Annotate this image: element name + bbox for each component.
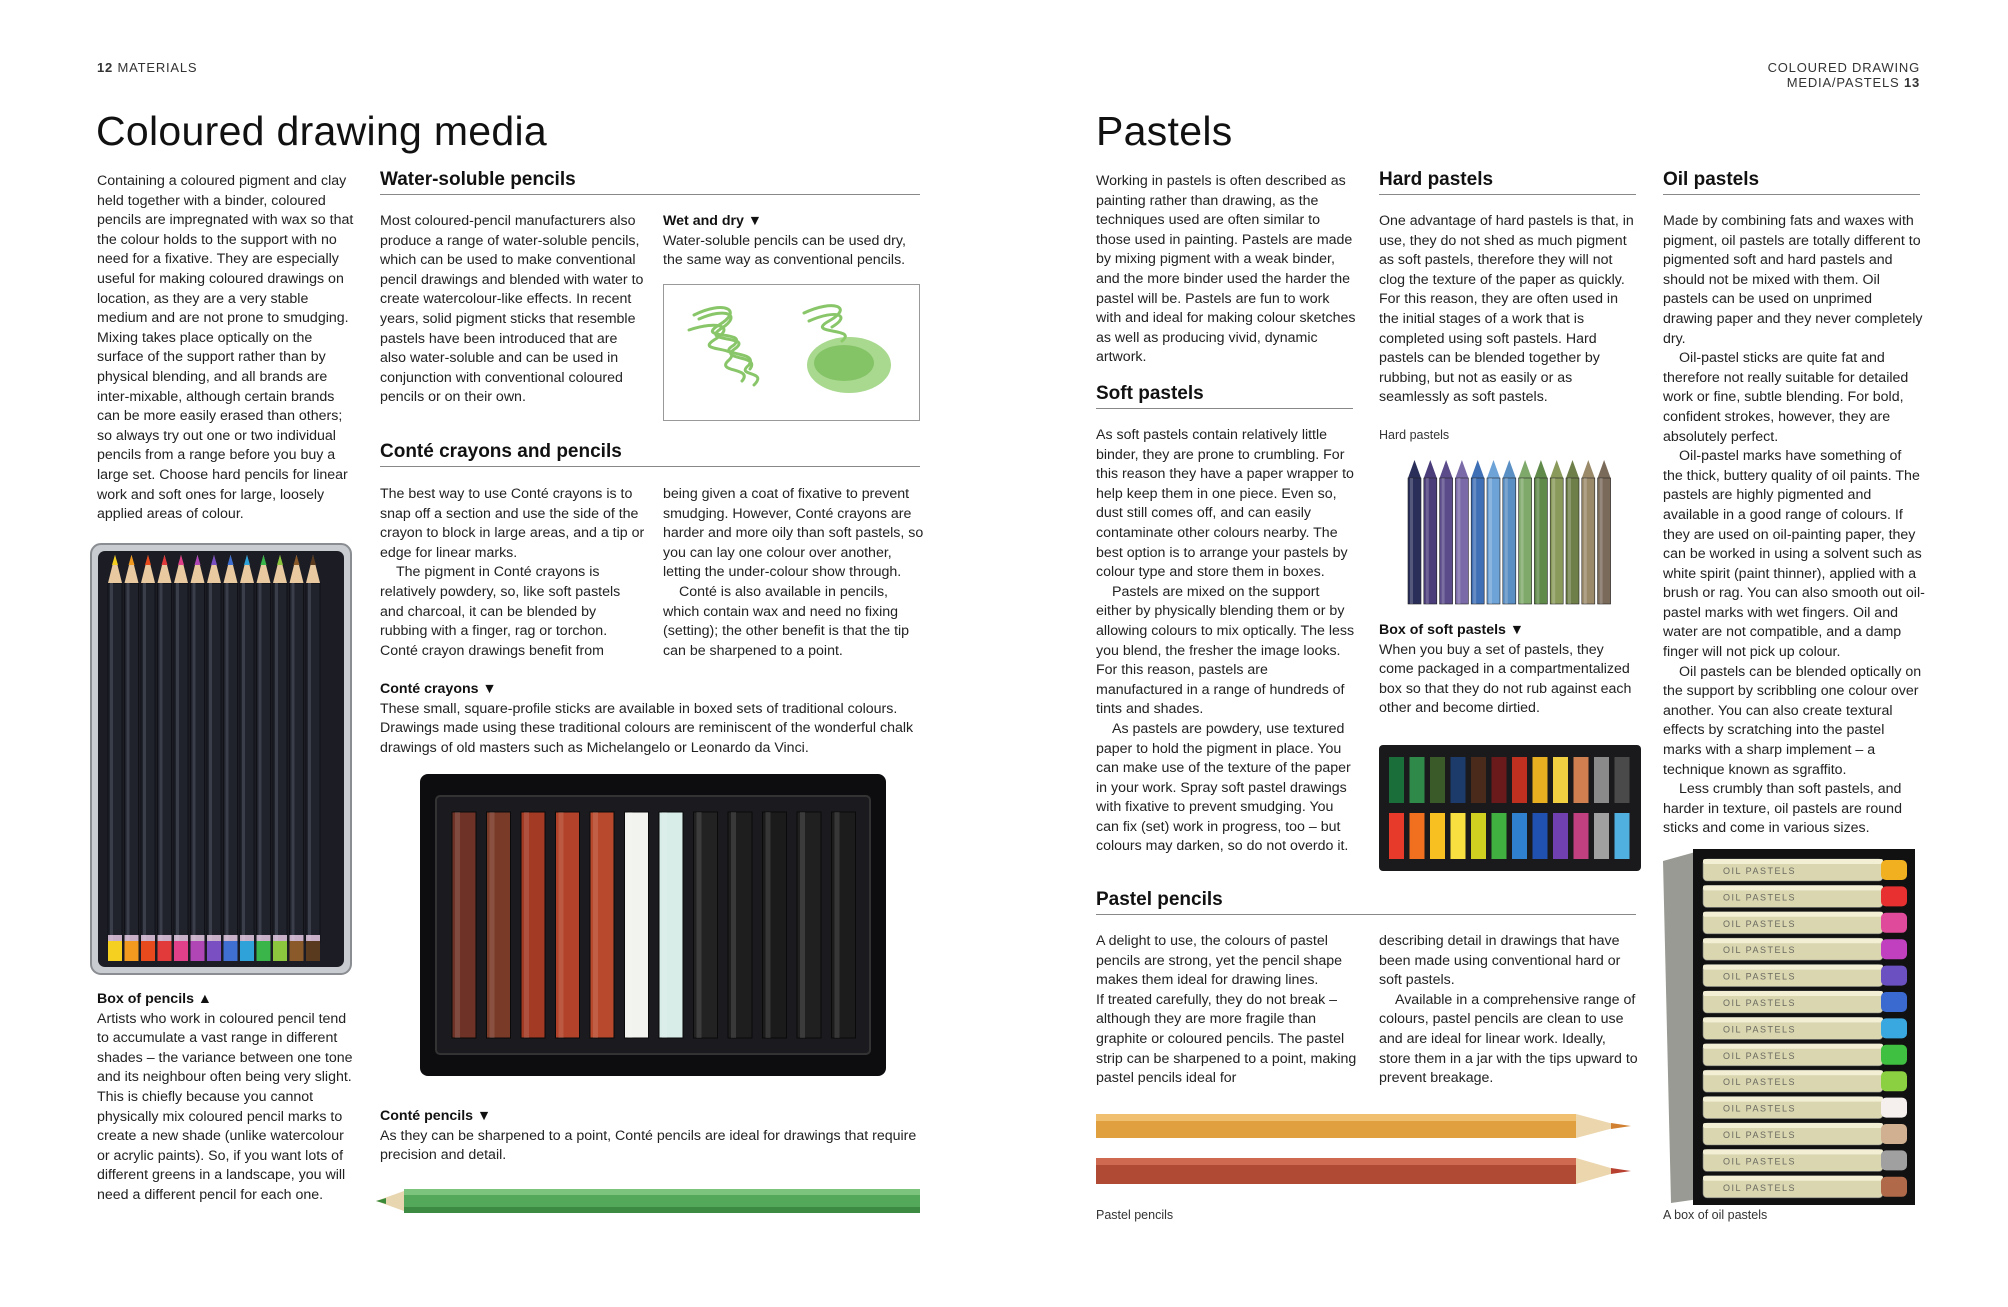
- conte-crayon-stick: [728, 812, 752, 1038]
- oil-pastel-stick: [1703, 991, 1907, 1013]
- coloured-pencil: [141, 555, 155, 961]
- oil-pastel-stick: [1703, 938, 1907, 960]
- pastel-pencils-col1-p2: If treated carefully, they do not break – although they are more fragile than graphite or coloured pencils. The pastel strip can be sharpened to a point, making pastel pencils ideal for: [1096, 991, 1357, 1087]
- soft-pastels-box-image: [1379, 745, 1641, 871]
- soft-pastel-stick: [1451, 757, 1466, 803]
- coloured-pencil: [207, 555, 221, 961]
- soft-pastel-stick: [1389, 757, 1404, 803]
- oil-pastel-stick: [1703, 885, 1907, 907]
- hard-pastel-stick: [1566, 460, 1579, 604]
- hard-pastel-stick: [1487, 460, 1500, 604]
- hard-pastel-stick: [1471, 460, 1484, 604]
- soft-pastel-stick: [1389, 813, 1404, 859]
- soft-pastel-stick: [1492, 813, 1507, 859]
- oil-pastel-label: OIL PASTELS: [1723, 945, 1797, 956]
- conte-crayon-stick: [625, 812, 649, 1038]
- intro-text: Containing a coloured pigment and clay held together with a binder, coloured pencils are impregnated with wax so that the colour holds to the support with no need for a fixative. They are especially useful for making coloured drawings on location, as they are a very stable medium and are not prone to smudging. Mixing takes place optically on the surface of the support rather than by physical blending, and all brands are inter-mixable, although certain brands can be more easily erased than others; so always try out one or two individual pencils from a range before you buy a large set. Choose hard pencils for linear work and soft ones for large, loosely applied areas of colour.: [97, 173, 354, 523]
- wet-and-dry-caption: [663, 212, 925, 271]
- oil-pastel-label: OIL PASTELS: [1723, 1130, 1797, 1140]
- oil-pastel-label: OIL PASTELS: [1723, 1050, 1797, 1061]
- box-of-pencils-title: Box of pencils ▲: [97, 991, 212, 1007]
- box-of-soft-pastels-text: When you buy a set of pastels, they come packaged in a compartmentalized box so that they do not rub against each other and become dirtied.: [1379, 641, 1632, 717]
- conte-crayon-stick: [694, 812, 718, 1038]
- soft-pastel-stick: [1430, 757, 1445, 803]
- soft-pastel-stick: [1410, 813, 1425, 859]
- soft-pastels-heading: Soft pastels: [1096, 383, 1353, 409]
- oil-pastel-label: OIL PASTELS: [1723, 1182, 1797, 1193]
- oil-pastel-label: OIL PASTELS: [1723, 892, 1797, 903]
- oil-pastel-label: OIL PASTELS: [1723, 971, 1797, 982]
- pastel-pencils-col2-p1: describing detail in drawings that have been made using conventional hard or soft pastels.: [1379, 933, 1621, 989]
- conte-pencils-caption: [380, 1107, 925, 1166]
- soft-pastel-stick: [1615, 813, 1630, 859]
- soft-pastels-p2: Pastels are mixed on the support either by physically blending them or by allowing colours to mix optically. The less you blend, the fresher the image looks. For this reason, pastels are manufactured in a range of hundreds of tints and shades.: [1096, 583, 1355, 718]
- conte-crayons-image: [420, 774, 886, 1076]
- oil-pastel-stick: [1703, 1017, 1907, 1039]
- conte-col1: [380, 485, 645, 661]
- box-of-pencils-caption: [97, 990, 359, 1206]
- hard-pastels-text: One advantage of hard pastels is that, in use, they do not shed as much pigment as soft pastels, therefore they will not clog the texture of the paper as quickly. For this reason, they are often used in the initial stages of a work that is completed using soft pastels. Hard pastels can be blended together by rubbing, but not as easily or as seamlessly as soft pastels.: [1379, 213, 1634, 406]
- conte-col2-p2: Conté is also available in pencils, which contain wax and need no fixing (setting); the other benefit is that the tip can be sharpened to a point.: [663, 583, 910, 659]
- oil-pastel-stick: [1703, 965, 1907, 987]
- water-soluble-text: Most coloured-pencil manufacturers also produce a range of water-soluble pencils, which can be used to make conventional pencil drawings and blended with water to create watercolour-like effects. In recent years, solid pigment sticks that resemble pastels have been introduced that are also water-soluble and can be used in conjunction with conventional coloured pencils or on their own.: [380, 213, 644, 406]
- conte-crayons-title: Conté crayons ▼: [380, 681, 497, 697]
- oil-pastel-label: OIL PASTELS: [1723, 866, 1797, 876]
- soft-pastel-stick: [1430, 813, 1445, 859]
- soft-pastel-stick: [1471, 813, 1486, 859]
- conte-pencils-text: As they can be sharpened to a point, Conté pencils are ideal for drawings that require precision and detail.: [380, 1127, 917, 1164]
- soft-pastel-stick: [1533, 813, 1548, 859]
- soft-pastel-stick: [1533, 757, 1548, 803]
- oil-pastel-label: OIL PASTELS: [1723, 1024, 1797, 1035]
- oil-pastel-stick: [1703, 1123, 1907, 1145]
- hard-pastel-stick: [1534, 460, 1547, 604]
- hard-pastel-stick: [1598, 460, 1611, 604]
- conte-pencils-title: Conté pencils ▼: [380, 1108, 492, 1124]
- pastel-pencils-col1: [1096, 932, 1361, 1089]
- box-of-pencils-text: Artists who work in coloured pencil tend to accumulate a vast range in different shades – the variance between one tone and its neighbour often being very slight. This is chiefly because you cannot physically mix coloured pencil marks to create a new shade (unlike watercolour or acrylic paints). So, if you want lots of different greens in a landscape, you will need a different pencil for each one.: [97, 1010, 353, 1203]
- conte-crayons-caption: [380, 680, 925, 758]
- pastel-pencils-heading: Pastel pencils: [1096, 889, 1636, 915]
- oil-pastels-text: [1663, 212, 1925, 839]
- coloured-pencil: [224, 555, 238, 961]
- hard-pastel-stick: [1503, 460, 1516, 604]
- oil-pastel-label: OIL PASTELS: [1723, 918, 1797, 929]
- soft-pastel-stick: [1615, 757, 1630, 803]
- pastel-pencils-col2-p2: Available in a comprehensive range of colours, pastel pencils are clean to use and are ideal for linear work. Ideally, store them in a jar with the tips upward to prevent breakage.: [1379, 991, 1638, 1087]
- oil-pastel-stick: [1703, 1097, 1907, 1119]
- conte-col2: [663, 485, 925, 661]
- oil-pastels-p2: Oil-pastel sticks are quite fat and therefore not really suitable for detailed work or fine, subtle blending. For bold, confident strokes, however, they are absolutely perfect.: [1663, 350, 1909, 445]
- soft-pastel-stick: [1512, 757, 1527, 803]
- soft-pastel-stick: [1451, 813, 1466, 859]
- coloured-pencil: [257, 555, 271, 961]
- hard-pastel-stick: [1408, 460, 1421, 604]
- conte-crayon-stick: [659, 812, 683, 1038]
- hard-pastel-stick: [1582, 460, 1595, 604]
- wet-and-dry-title: Wet and dry ▼: [663, 213, 762, 229]
- soft-pastel-stick: [1512, 813, 1527, 859]
- oil-pastels-heading: Oil pastels: [1663, 169, 1920, 195]
- hard-pastel-stick: [1455, 460, 1468, 604]
- oil-pastel-label: OIL PASTELS: [1723, 1077, 1797, 1088]
- water-soluble-heading: Water-soluble pencils: [380, 169, 920, 195]
- oil-pastel-stick: [1703, 1149, 1907, 1171]
- pastel-pencils-col1-p1: A delight to use, the colours of pastel pencils are strong, yet the pencil shape makes them ideal for drawing lines.: [1096, 933, 1343, 989]
- pastel-pencils-image-caption: Pastel pencils: [1096, 1208, 1174, 1222]
- box-of-soft-pastels-title: Box of soft pastels ▼: [1379, 622, 1524, 638]
- conte-crayons-text: These small, square-profile sticks are available in boxed sets of traditional colours. Drawings made using these traditional colours are reminiscent of the wonderful chalk drawings of old masters such as Michelangelo or Leonardo da Vinci.: [380, 700, 914, 756]
- coloured-pencil: [108, 555, 122, 961]
- hard-pastels-heading: Hard pastels: [1379, 169, 1636, 195]
- oil-pastel-label: OIL PASTELS: [1723, 998, 1797, 1008]
- oil-pastels-p4: Oil pastels can be blended optically on the support by scribbling one colour over another. You can also create textural effects by scratching into the pastel marks with a sharp implement – a technique known as sgraffito.: [1663, 663, 1922, 778]
- soft-pastel-stick: [1492, 757, 1507, 803]
- pastel-pencils-image: [1096, 1100, 1636, 1200]
- oil-pastel-stick: [1703, 1070, 1907, 1092]
- conte-crayon-stick: [763, 812, 787, 1038]
- hard-pastel-stick: [1440, 460, 1453, 604]
- coloured-pencil: [191, 555, 205, 961]
- box-of-pencils-image: [90, 543, 352, 975]
- soft-pastels-p3: As pastels are powdery, use textured paper to hold the pigment in place. You can make use of the texture of the paper in your work. Spray soft pastel drawings with fixative to prevent smudging. You can fix (set) work in progress, too – but colours may darken, so do not overdo it.: [1096, 720, 1351, 855]
- coloured-pencil: [306, 555, 320, 961]
- hard-pastel-stick: [1424, 460, 1437, 604]
- hard-pastel-stick: [1519, 460, 1532, 604]
- oil-pastels-p1: Made by combining fats and waxes with pigment, oil pastels are totally different to pigmented soft and hard pastels and should not be mixed with them. Oil pastels can be used on unprimed drawing paper and they never completely dry.: [1663, 213, 1923, 347]
- coloured-pencil: [125, 555, 139, 961]
- conte-crayon-stick: [521, 812, 545, 1038]
- coloured-pencil: [174, 555, 188, 961]
- conte-pencil-image: [376, 1177, 920, 1227]
- oil-pastel-label: OIL PASTELS: [1723, 1156, 1797, 1167]
- coloured-pencil: [158, 555, 172, 961]
- oil-pastel-stick: [1703, 912, 1907, 934]
- soft-pastel-stick: [1594, 813, 1609, 859]
- pastels-intro: Working in pastels is often described as painting rather than drawing, as the techniques used are often similar to those used in painting. Pastels are made by mixing pigment with a weak binder, and the more binder used the harder the pastel will be. Pastels are fun to work with and ideal for making colour sketches as well as producing vivid, dynamic artwork.: [1096, 173, 1356, 366]
- left-page-title: Coloured drawing media: [96, 108, 548, 154]
- conte-crayon-stick: [797, 812, 821, 1038]
- oil-pastel-stick: [1703, 1044, 1907, 1066]
- left-folio: 12 MATERIALS: [97, 60, 198, 75]
- soft-pastel-stick: [1574, 757, 1589, 803]
- hard-pastels-image: [1404, 458, 1614, 608]
- conte-col2-p1: being given a coat of fixative to prevent smudging. However, Conté crayons are harder and more oily than soft pastels, so you can lay one colour over another, letting the under-colour show through.: [663, 486, 924, 581]
- right-folio: COLOURED DRAWING MEDIA/PASTELS 13: [1767, 60, 1920, 90]
- soft-pastel-stick: [1410, 757, 1425, 803]
- conte-crayon-stick: [832, 812, 856, 1038]
- coloured-pencil: [240, 555, 254, 961]
- oil-pastels-box-image: [1663, 849, 1915, 1205]
- oil-pastel-label: OIL PASTELS: [1723, 1103, 1797, 1114]
- wet-and-dry-text: Water-soluble pencils can be used dry, the same way as conventional pencils.: [663, 232, 906, 269]
- soft-pastel-stick: [1594, 757, 1609, 803]
- conte-col1-p2: The pigment in Conté crayons is relatively powdery, so, like soft pastels and charcoal, it can be blended by rubbing with a finger, rag or torchon. Conté crayon drawings benefit from: [380, 564, 621, 659]
- soft-pastel-stick: [1553, 757, 1568, 803]
- hard-pastel-stick: [1550, 460, 1563, 604]
- soft-pastel-stick: [1471, 757, 1486, 803]
- box-of-soft-pastels-caption: [1379, 621, 1641, 719]
- hard-pastels-image-caption: Hard pastels: [1379, 428, 1450, 442]
- wet-and-dry-swatch: [663, 284, 920, 421]
- soft-pastel-stick: [1574, 813, 1589, 859]
- conte-crayon-stick: [487, 812, 511, 1038]
- coloured-pencil: [290, 555, 304, 961]
- oil-pastel-stick: [1703, 1176, 1907, 1198]
- coloured-pencil: [273, 555, 287, 961]
- oil-pastels-p5: Less crumbly than soft pastels, and harder in texture, oil pastels are round sticks and come in various sizes.: [1663, 781, 1902, 837]
- oil-pastel-stick: [1703, 859, 1907, 881]
- soft-pastel-stick: [1553, 813, 1568, 859]
- soft-pastels-text: [1096, 426, 1358, 857]
- conte-crayon-stick: [590, 812, 614, 1038]
- right-page-title: Pastels: [1096, 108, 1233, 154]
- oil-pastels-image-caption: A box of oil pastels: [1663, 1208, 1768, 1222]
- conte-crayon-stick: [556, 812, 580, 1038]
- conte-crayon-stick: [452, 812, 476, 1038]
- pastel-pencils-col2: [1379, 932, 1641, 1089]
- conte-col1-p1: The best way to use Conté crayons is to snap off a section and use the side of the crayon to block in large areas, and a tip or edge for linear marks.: [380, 486, 645, 561]
- oil-pastels-p3: Oil-pastel marks have something of the thick, buttery quality of oil paints. The pastels are highly pigmented and available in a good range of colours. If they are used on oil-painting paper, they can be worked in using a solvent such as white spirit (paint thinner), applied with a brush or rag. You can also smooth out oil-pastel marks with wet fingers. Oil and water are not compatible, and a damp finger will not pick up colour.: [1663, 448, 1925, 661]
- soft-pastels-p1: As soft pastels contain relatively little binder, they are prone to crumbling. For this reason they have a paper wrapper to help keep them in one piece. Even so, dust still comes off, and can easily contaminate other colours nearby. The best option is to arrange your pastels by colour type and store them in boxes.: [1096, 427, 1354, 581]
- conte-heading: Conté crayons and pencils: [380, 441, 920, 467]
